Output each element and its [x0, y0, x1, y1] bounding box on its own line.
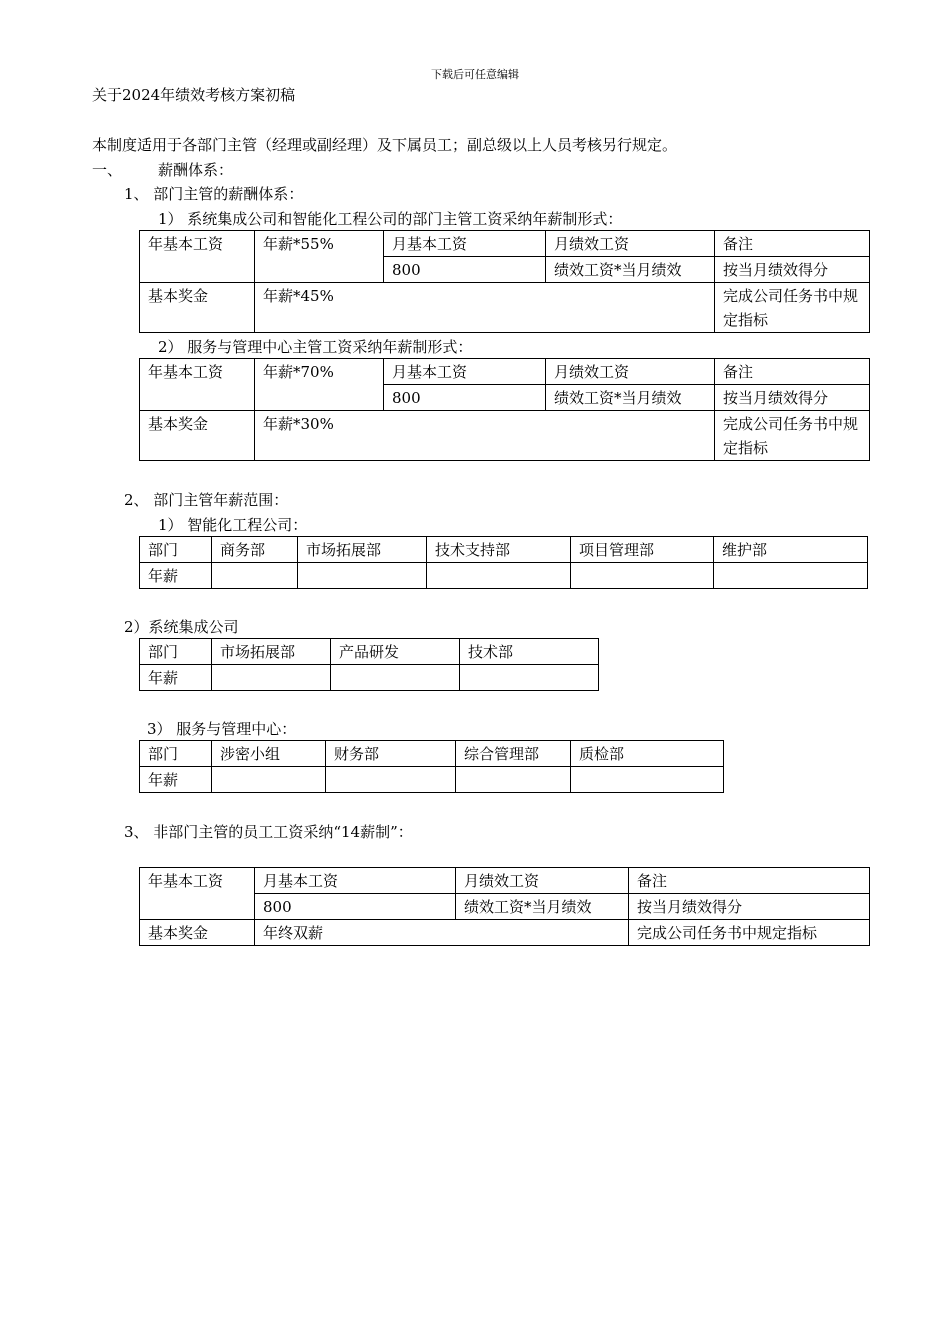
- salary-table-14-month: [139, 867, 870, 946]
- salary-range-table-integration: [139, 638, 599, 691]
- cell-bonus-ratio: 年薪*45%: [255, 283, 715, 333]
- cell-bonus-label: 基本奖金: [140, 920, 255, 946]
- cell-monthly-base-value: 800: [255, 894, 456, 920]
- cell-monthly-perf-label: 月绩效工资: [456, 868, 629, 894]
- cell-remark-value: 按当月绩效得分: [715, 257, 870, 283]
- salary-range-table-service: [139, 740, 724, 793]
- cell-bonus-remark: 完成公司任务书中规定指标: [715, 283, 870, 333]
- cell-monthly-base-value: 800: [384, 257, 546, 283]
- row-cell: [427, 563, 571, 589]
- cell-remark-label: 备注: [629, 868, 870, 894]
- header-cell: 部门: [140, 741, 212, 767]
- section-1-title: 薪酬体系：: [158, 161, 234, 179]
- header-cell: 产品研发: [331, 639, 460, 665]
- row-cell: 年薪: [140, 563, 212, 589]
- item-2-sub-1-label: 1） 智能化工程公司：: [158, 516, 308, 534]
- salary-range-table-engineering: [139, 536, 868, 589]
- item-2-sub-3-label: 3） 服务与管理中心：: [147, 720, 297, 738]
- intro-paragraph: 本制度适用于各部门主管（经理或副经理）及下属员工；副总级以上人员考核另行规定。: [92, 136, 678, 154]
- cell-remark-value: 按当月绩效得分: [629, 894, 870, 920]
- header-cell: 技术支持部: [427, 537, 571, 563]
- cell-monthly-base-label: 月基本工资: [384, 231, 546, 257]
- header-cell: 质检部: [571, 741, 724, 767]
- cell-monthly-perf-value: 绩效工资*当月绩效: [546, 385, 715, 411]
- header-cell: 财务部: [326, 741, 456, 767]
- cell-annual-base-label: 年基本工资: [140, 359, 255, 411]
- header-cell: 部门: [140, 537, 212, 563]
- cell-annual-base-ratio: 年薪*55%: [255, 231, 384, 283]
- row-cell: [460, 665, 599, 691]
- row-cell: [714, 563, 868, 589]
- cell-annual-base-ratio: 年薪*70%: [255, 359, 384, 411]
- cell-remark-label: 备注: [715, 231, 870, 257]
- cell-monthly-base-value: 800: [384, 385, 546, 411]
- header-cell: 商务部: [212, 537, 298, 563]
- section-1-number: 一、: [92, 161, 123, 179]
- cell-monthly-perf-label: 月绩效工资: [546, 359, 715, 385]
- row-cell: [571, 767, 724, 793]
- header-cell: 综合管理部: [456, 741, 571, 767]
- row-cell: 年薪: [140, 665, 212, 691]
- cell-bonus-label: 基本奖金: [140, 283, 255, 333]
- cell-remark-label: 备注: [715, 359, 870, 385]
- item-3-label: 3、 非部门主管的员工工资采纳“14薪制”：: [124, 823, 413, 841]
- cell-monthly-base-label: 月基本工资: [255, 868, 456, 894]
- header-note: 下载后可任意编辑: [431, 68, 519, 81]
- item-1-label: 1、 部门主管的薪酬体系：: [124, 185, 304, 203]
- item-2-sub-2-label: 2）系统集成公司: [124, 618, 239, 636]
- row-cell: 年薪: [140, 767, 212, 793]
- item-1-sub-2-label: 2） 服务与管理中心主管工资采纳年薪制形式：: [158, 338, 473, 356]
- header-cell: 部门: [140, 639, 212, 665]
- cell-bonus-remark: 完成公司任务书中规定指标: [629, 920, 870, 946]
- cell-bonus-label: 基本奖金: [140, 411, 255, 461]
- item-2-label: 2、 部门主管年薪范围：: [124, 491, 289, 509]
- row-cell: [326, 767, 456, 793]
- row-cell: [571, 563, 714, 589]
- cell-monthly-perf-value: 绩效工资*当月绩效: [456, 894, 629, 920]
- row-cell: [298, 563, 427, 589]
- header-cell: 项目管理部: [571, 537, 714, 563]
- cell-annual-base-label: 年基本工资: [140, 868, 255, 920]
- row-cell: [212, 563, 298, 589]
- salary-table-1: [139, 230, 870, 333]
- header-cell: 市场拓展部: [212, 639, 331, 665]
- cell-remark-value: 按当月绩效得分: [715, 385, 870, 411]
- header-cell: 技术部: [460, 639, 599, 665]
- cell-bonus-remark: 完成公司任务书中规定指标: [715, 411, 870, 461]
- cell-monthly-perf-value: 绩效工资*当月绩效: [546, 257, 715, 283]
- header-cell: 维护部: [714, 537, 868, 563]
- cell-monthly-base-label: 月基本工资: [384, 359, 546, 385]
- cell-monthly-perf-label: 月绩效工资: [546, 231, 715, 257]
- row-cell: [212, 767, 326, 793]
- header-cell: 涉密小组: [212, 741, 326, 767]
- row-cell: [456, 767, 571, 793]
- header-cell: 市场拓展部: [298, 537, 427, 563]
- cell-bonus-ratio: 年薪*30%: [255, 411, 715, 461]
- document-title: 关于2024年绩效考核方案初稿: [92, 86, 296, 104]
- item-1-sub-1-label: 1） 系统集成公司和智能化工程公司的部门主管工资采纳年薪制形式：: [158, 210, 623, 228]
- salary-table-2: [139, 358, 870, 461]
- cell-bonus-value: 年终双薪: [255, 920, 629, 946]
- row-cell: [212, 665, 331, 691]
- cell-annual-base-label: 年基本工资: [140, 231, 255, 283]
- section-1-heading: [92, 159, 233, 180]
- row-cell: [331, 665, 460, 691]
